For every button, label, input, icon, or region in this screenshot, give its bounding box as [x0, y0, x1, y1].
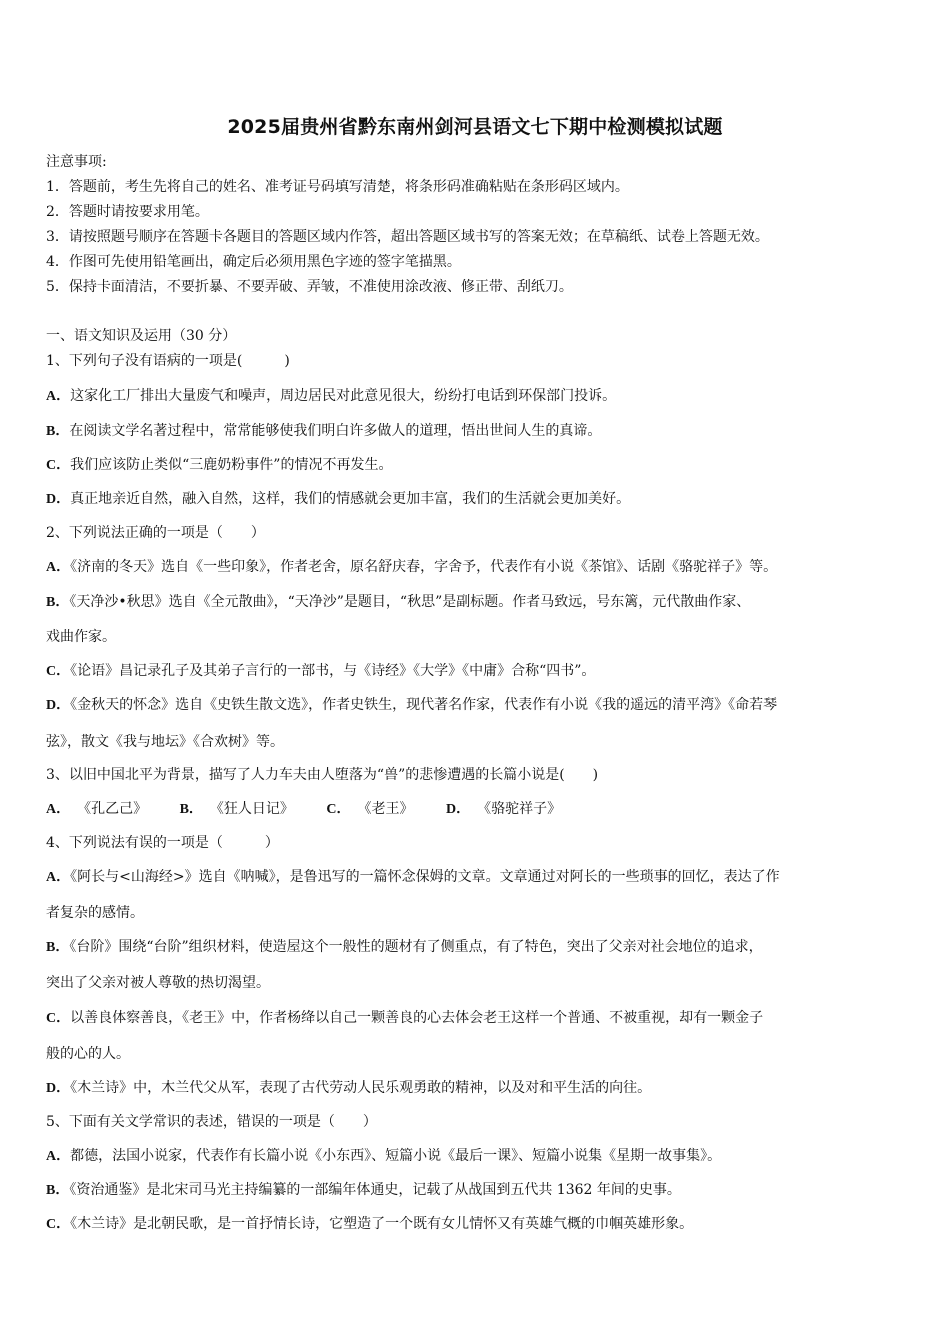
- notice-heading: 注意事项:: [46, 154, 107, 170]
- option-label: B．: [179, 802, 203, 817]
- option-label: A．: [46, 870, 71, 885]
- question-stem: 3、以旧中国北平为背景，描写了人力车夫由人堕落为“兽”的悲惨遭遇的长篇小说是( ): [46, 767, 599, 783]
- notice-item: 3．请按照题号顺序在答题卡各题目的答题区域内作答，超出答题区域书写的答案无效；在草稿纸、试卷上答题无效。: [46, 229, 769, 245]
- notice-item: 5．保持卡面清洁，不要折暴、不要弄破、弄皱，不准使用涂改液、修正带、刮纸刀。: [46, 279, 573, 295]
- question-stem: 1、下列句子没有语病的一项是( ): [46, 353, 290, 369]
- option-label: A．: [46, 1149, 71, 1164]
- option-text: 《木兰诗》中，木兰代父从军，表现了古代劳动人民乐观勇敢的精神，以及对和平生活的向往。: [70, 1080, 652, 1096]
- option-item: [446, 801, 575, 817]
- option-continuation: 者复杂的感情。: [46, 905, 144, 921]
- option-text: 《济南的冬天》选自《一些印象》，作者老舍，原名舒庆春，字舍予，代表作有小说《茶馆》、话剧《骆驼祥子》等。: [70, 559, 778, 575]
- option-text: 《木兰诗》是北朝民歌，是一首抒情长诗，它塑造了一个既有女儿情怀又有英雄气概的巾帼英雄形象。: [70, 1216, 694, 1232]
- option-label: A．: [46, 560, 71, 575]
- option-text: 《老王》: [364, 801, 414, 817]
- option-label: D．: [445, 802, 471, 817]
- option-text: 《论语》昌记录孔子及其弟子言行的一部书，与《诗经》《大学》《中庸》合称“四书”。: [70, 663, 596, 679]
- option-text: 《金秋天的怀念》选自《史铁生散文选》，作者史铁生，现代著名作家，代表作有小说《我的遥远的清平湾》《命若琴: [70, 697, 778, 713]
- option-label: C．: [46, 1217, 71, 1232]
- option-text: 以善良体察善良，《老王》中，作者杨绛以自己一颗善良的心去体会老王这样一个普通、不被重视，却有一颗金子: [70, 1010, 764, 1026]
- question-stem: 5、下面有关文学常识的表述，错误的一项是（ ）: [46, 1114, 377, 1130]
- question-stem: 4、下列说法有误的一项是（ ）: [46, 835, 279, 851]
- option-label: C．: [46, 664, 71, 679]
- option-text: 在阅读文学名著过程中，常常能够使我们明白许多做人的道理，悟出世间人生的真谛。: [69, 423, 602, 439]
- option-label: D．: [46, 698, 71, 713]
- option-text: 这家化工厂排出大量废气和噪声，周边居民对此意见很大，纷纷打电话到环保部门投诉。: [70, 388, 617, 404]
- option-label: D．: [46, 1081, 71, 1096]
- page-title: 2025届贵州省黔东南州剑河县语文七下期中检测模拟试题: [227, 116, 723, 138]
- option-row: [46, 661, 595, 682]
- option-row: [46, 937, 763, 958]
- option-text: 《孔乙己》: [84, 801, 148, 817]
- option-text: 真正地亲近自然，融入自然，这样，我们的情感就会更加丰富，我们的生活就会更加美好。: [70, 491, 631, 507]
- option-item: [326, 801, 427, 817]
- option-text: 《狂人日记》: [216, 801, 294, 817]
- option-label: A．: [46, 389, 71, 404]
- option-row: [46, 1180, 681, 1201]
- option-item: [180, 801, 308, 817]
- option-text: 《台阶》围绕“台阶”组织材料，使造屋这个一般性的题材有了侧重点，有了特色，突出了父亲对社会地位的追求，: [69, 939, 763, 955]
- option-text: 《天净沙•秋思》选自《全元散曲》，“天净沙”是题目，“秋思”是副标题。作者马致远，号东篱，元代散曲作家、: [69, 594, 751, 610]
- option-label: B．: [46, 940, 70, 955]
- option-label: B．: [46, 424, 70, 439]
- option-row: [46, 557, 777, 578]
- option-continuation: 般的心的人。: [46, 1046, 130, 1062]
- notice-item: 4．作图可先使用铅笔画出，确定后必须用黑色字迹的签字笔描黑。: [46, 254, 461, 270]
- question-stem: 2、下列说法正确的一项是（ ）: [46, 525, 265, 541]
- notice-item: 1．答题前，考生先将自己的姓名、准考证号码填写清楚，将条形码准确粘贴在条形码区域内。: [46, 179, 629, 195]
- option-label: B．: [46, 1183, 70, 1198]
- option-text: 《阿长与<山海经>》选自《呐喊》，是鲁迅写的一篇怀念保姆的文章。文章通过对阿长的一些琐事的回忆，表达了作: [70, 869, 780, 885]
- option-text: 我们应该防止类似“三鹿奶粉事件”的情况不再发生。: [70, 457, 393, 473]
- option-row: [46, 1008, 763, 1029]
- section-heading: 一、语文知识及运用（30 分）: [46, 328, 237, 344]
- option-text: 都德，法国小说家，代表作有长篇小说《小东西》、短篇小说《最后一课》、短篇小说集《星期一故事集》。: [70, 1148, 722, 1164]
- option-continuation: 戏曲作家。: [46, 629, 116, 645]
- option-row: [46, 867, 780, 888]
- option-row: [46, 421, 601, 442]
- option-label: D．: [46, 492, 71, 507]
- option-row: [46, 1214, 693, 1235]
- option-label: C．: [326, 802, 351, 817]
- option-row: [46, 1078, 651, 1099]
- notice-item: 2．答题时请按要求用笔。: [46, 204, 209, 220]
- option-label: C．: [46, 458, 71, 473]
- option-text: 《骆驼祥子》: [484, 801, 562, 817]
- option-label: A．: [46, 802, 71, 817]
- option-row: [46, 455, 392, 476]
- option-row: [46, 386, 616, 407]
- option-row: [46, 695, 777, 716]
- option-row: [46, 1146, 721, 1167]
- option-text: 《资治通鉴》是北宋司马光主持编纂的一部编年体通史，记载了从战国到五代共 1362 年间的史事。: [69, 1182, 681, 1198]
- option-row: [46, 489, 630, 510]
- option-row: [46, 799, 589, 820]
- option-continuation: 弦》，散文《我与地坛》《合欢树》等。: [46, 734, 284, 750]
- option-label: C．: [46, 1011, 71, 1026]
- option-label: B．: [46, 595, 70, 610]
- option-continuation: 突出了父亲对被人尊敬的热切渴望。: [46, 975, 270, 991]
- option-item: [46, 801, 161, 817]
- option-row: [46, 592, 750, 613]
